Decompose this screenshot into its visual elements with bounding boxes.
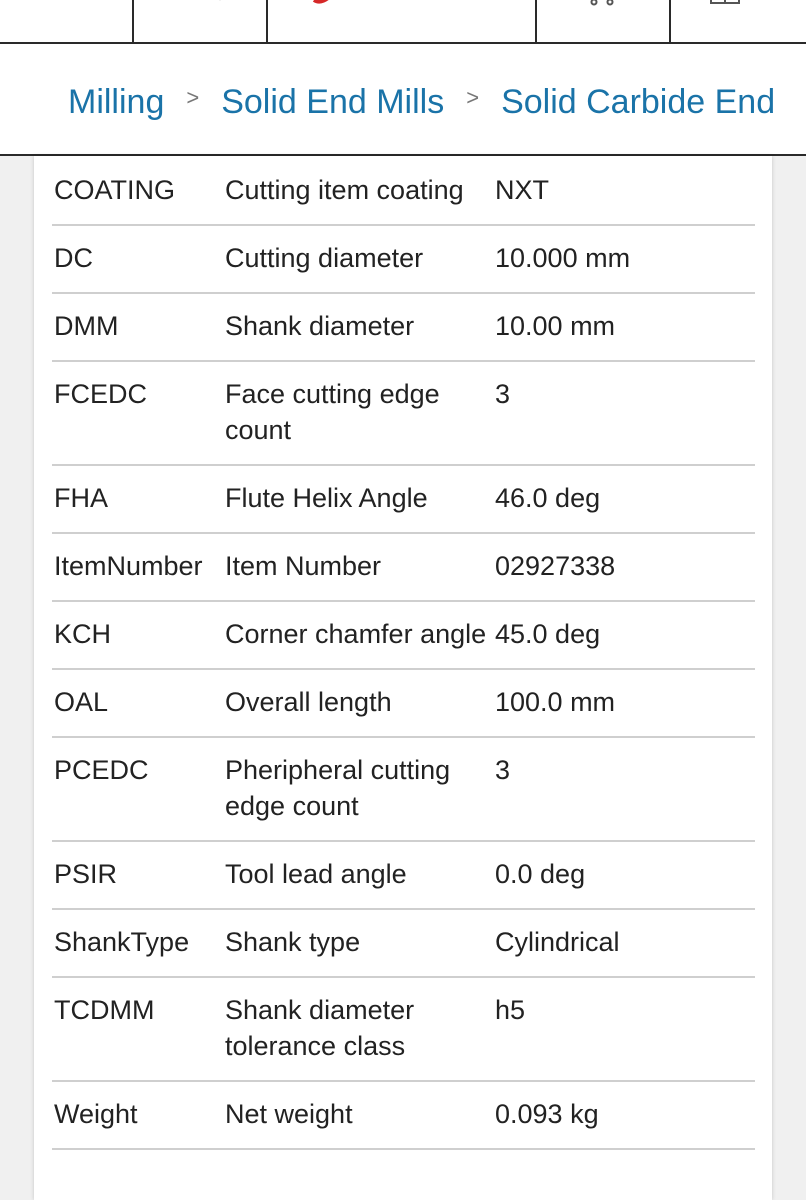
table-row: [52, 841, 755, 909]
spec-code: ShankType: [52, 909, 225, 977]
specs-card: [34, 156, 772, 1200]
spec-value: Cylindrical: [495, 909, 755, 977]
spec-name: Cutting item coating: [225, 156, 495, 225]
chevron-down-icon[interactable]: [203, 0, 237, 6]
spec-value: NXT: [495, 156, 755, 225]
chevron-right-icon: >: [186, 85, 200, 111]
spec-code: FCEDC: [52, 361, 225, 465]
spec-value: 0.0 deg: [495, 841, 755, 909]
spec-name: Overall length: [225, 669, 495, 737]
spec-name: Corner chamfer angle: [225, 601, 495, 669]
spec-value: 0.093 kg: [495, 1081, 755, 1149]
table-row: [52, 737, 755, 841]
breadcrumb-item-solid-carbide[interactable]: Solid Carbide End: [501, 83, 776, 122]
logo-icon[interactable]: [300, 0, 334, 6]
spec-code: Weight: [52, 1081, 225, 1149]
breadcrumb-item-solid-end-mills[interactable]: Solid End Mills: [221, 83, 445, 122]
spec-value: 46.0 deg: [495, 465, 755, 533]
spec-name: Shank diameter tolerance class: [225, 977, 495, 1081]
spec-name: Item Number: [225, 533, 495, 601]
nav-divider: [669, 0, 671, 42]
spec-value: 10.00 mm: [495, 293, 755, 361]
table-row: [52, 977, 755, 1081]
table-row: [52, 156, 755, 225]
spec-code: FHA: [52, 465, 225, 533]
spec-value: 3: [495, 737, 755, 841]
table-row: [52, 669, 755, 737]
spec-code: COATING: [52, 156, 225, 225]
table-row: [52, 293, 755, 361]
table-row: [52, 225, 755, 293]
spec-name: Tool lead angle: [225, 841, 495, 909]
table-row: [52, 533, 755, 601]
table-row: [52, 909, 755, 977]
top-nav-bar: [0, 0, 806, 44]
spec-name: Shank type: [225, 909, 495, 977]
spec-value: 3: [495, 361, 755, 465]
cart-icon[interactable]: [585, 0, 619, 6]
spec-code: PSIR: [52, 841, 225, 909]
spec-code: OAL: [52, 669, 225, 737]
nav-divider: [132, 0, 134, 42]
spec-code: ItemNumber: [52, 533, 225, 601]
spec-name: Net weight: [225, 1081, 495, 1149]
breadcrumb-item-milling[interactable]: Milling: [68, 83, 165, 122]
nav-divider: [266, 0, 268, 42]
nav-divider: [535, 0, 537, 42]
spec-value: h5: [495, 977, 755, 1081]
spec-code: TCDMM: [52, 977, 225, 1081]
spec-name: Pheripheral cutting edge count: [225, 737, 495, 841]
spec-name: Face cutting edge count: [225, 361, 495, 465]
spec-value: 10.000 mm: [495, 225, 755, 293]
table-row: [52, 601, 755, 669]
table-row: [52, 361, 755, 465]
table-row: [52, 1081, 755, 1149]
spec-name: Flute Helix Angle: [225, 465, 495, 533]
spec-code: DC: [52, 225, 225, 293]
menu-icon[interactable]: [708, 0, 742, 6]
specs-table: [52, 156, 755, 1150]
table-row: [52, 465, 755, 533]
spec-value: 45.0 deg: [495, 601, 755, 669]
breadcrumb: [0, 44, 806, 156]
spec-name: Shank diameter: [225, 293, 495, 361]
spec-value: 100.0 mm: [495, 669, 755, 737]
spec-name: Cutting diameter: [225, 225, 495, 293]
spec-value: 02927338: [495, 533, 755, 601]
spec-code: DMM: [52, 293, 225, 361]
spec-code: PCEDC: [52, 737, 225, 841]
spec-code: KCH: [52, 601, 225, 669]
chevron-right-icon: >: [466, 85, 480, 111]
